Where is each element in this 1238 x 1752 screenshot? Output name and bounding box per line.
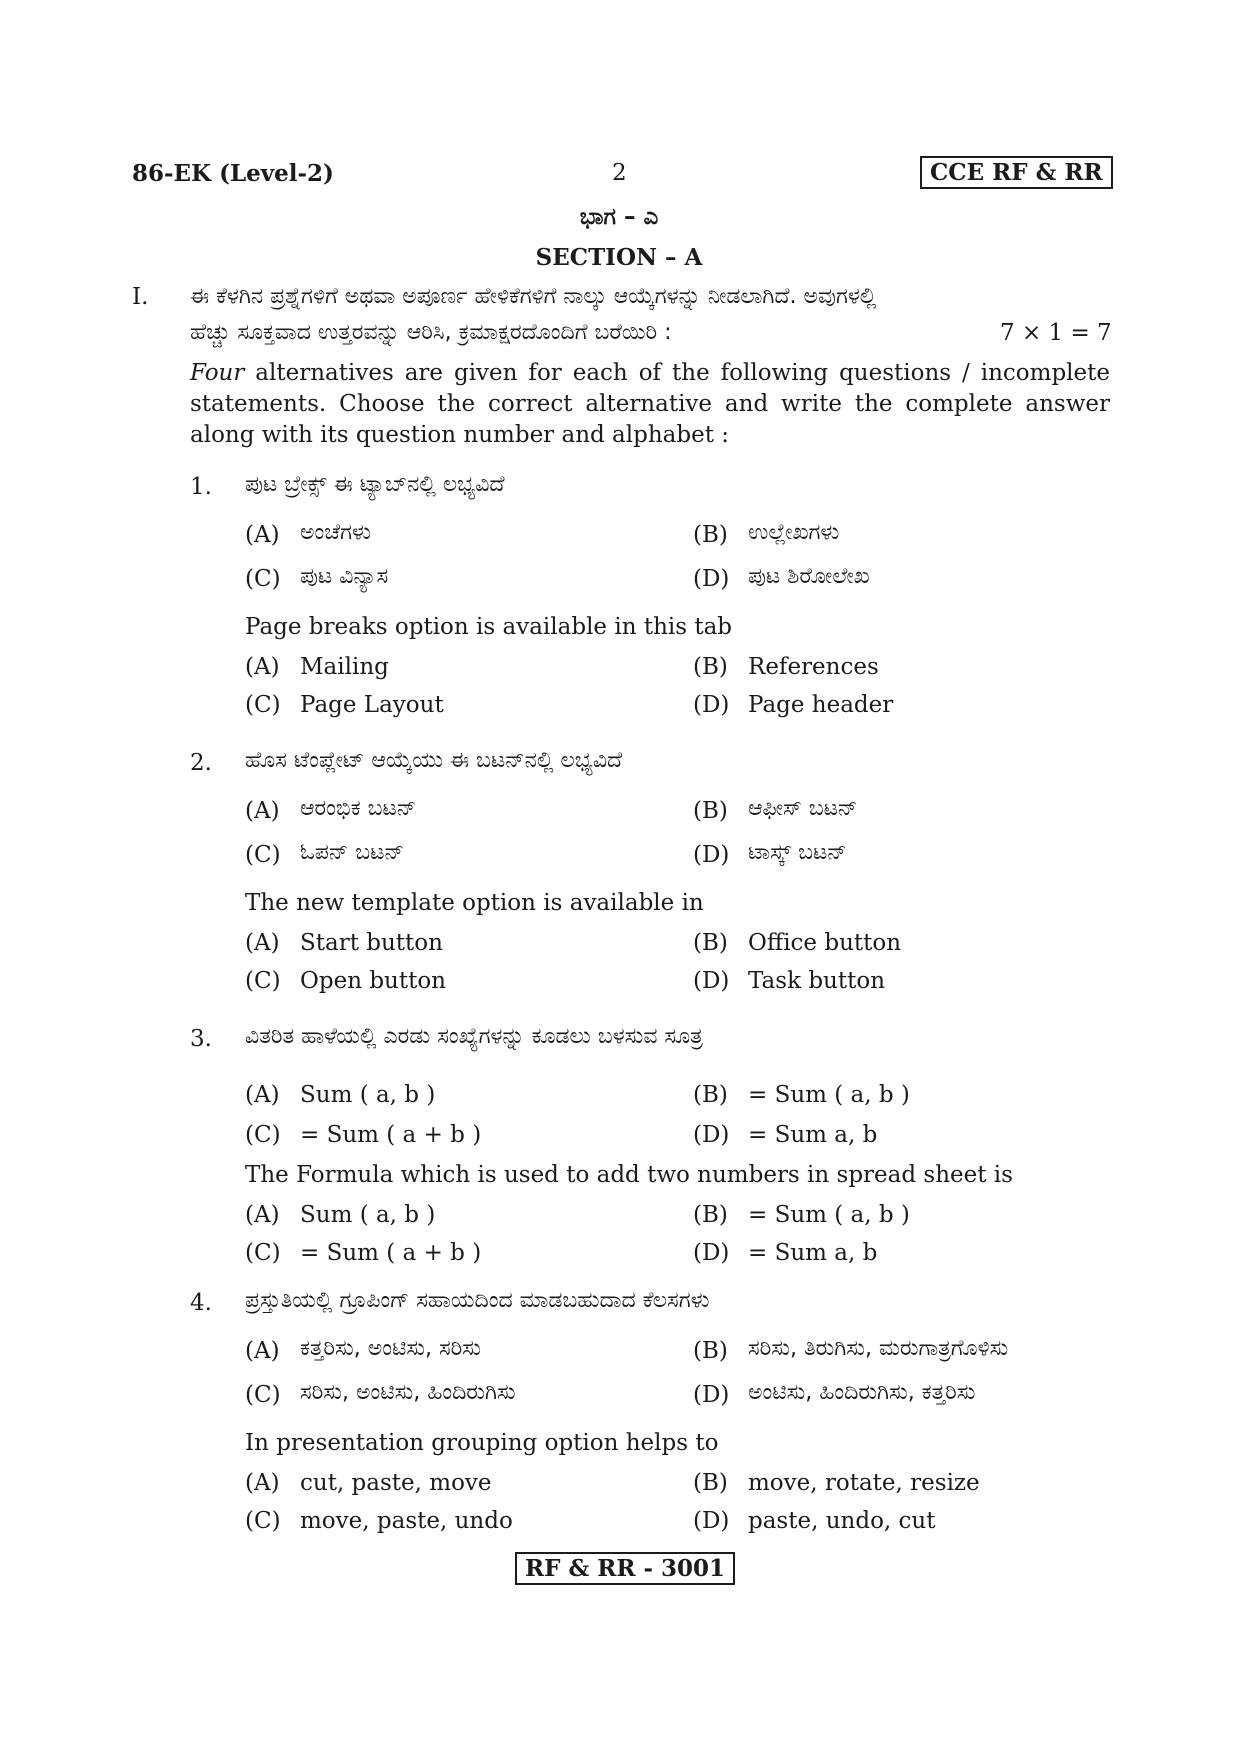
option-label: (B) bbox=[693, 522, 728, 548]
english-option-text: Mailing bbox=[300, 654, 389, 680]
english-option-text: Start button bbox=[300, 930, 443, 956]
option-label: (D) bbox=[693, 842, 730, 868]
instruction-english-text: alternatives are given for each of the following questions / incomplete statements. Choose the correct alternative and write the complete answer along with its question number and alphabet : bbox=[190, 360, 1110, 448]
exam-badge: CCE RF & RR bbox=[920, 156, 1113, 189]
english-option-text: Open button bbox=[300, 968, 446, 994]
option-label: (C) bbox=[245, 842, 281, 868]
english-option-text: move, rotate, resize bbox=[748, 1470, 980, 1496]
kannada-option-text: ಓಪನ್ ಬಟನ್ bbox=[300, 840, 404, 865]
footer-code: RF & RR - 3001 bbox=[515, 1552, 735, 1585]
instruction-english bbox=[190, 358, 1110, 451]
question-number: 1. bbox=[190, 474, 212, 500]
kannada-option-text: = Sum ( a, b ) bbox=[748, 1082, 910, 1108]
paper-code: 86-EK (Level-2) bbox=[132, 160, 334, 187]
option-label: (C) bbox=[245, 1508, 281, 1534]
english-option-text: move, paste, undo bbox=[300, 1508, 513, 1534]
kannada-option-text: ಅಂಟಿಸು, ಹಿಂದಿರುಗಿಸು, ಕತ್ತರಿಸು bbox=[748, 1380, 976, 1405]
option-label: (B) bbox=[693, 930, 728, 956]
option-label: (C) bbox=[245, 968, 281, 994]
option-label: (A) bbox=[245, 654, 280, 680]
question-number: 4. bbox=[190, 1290, 212, 1316]
option-label: (B) bbox=[693, 1202, 728, 1228]
option-label: (B) bbox=[693, 798, 728, 824]
option-label: (D) bbox=[693, 1122, 730, 1148]
english-option-text: = Sum ( a, b ) bbox=[748, 1202, 910, 1228]
option-label: (D) bbox=[693, 692, 730, 718]
question-text-english: The new template option is available in bbox=[245, 890, 704, 916]
question-text-kannada: ವಿತರಿತ ಹಾಳೆಯಲ್ಲಿ ಎರಡು ಸಂಖ್ಯೆಗಳನ್ನು ಕೂಡಲು ಬಳಸುವ ಸೂತ್ರ bbox=[245, 1024, 703, 1049]
english-option-text: Task button bbox=[748, 968, 886, 994]
page-number: 2 bbox=[612, 160, 627, 186]
option-label: (A) bbox=[245, 1202, 280, 1228]
option-label: (A) bbox=[245, 522, 280, 548]
option-label: (A) bbox=[245, 1470, 280, 1496]
question-text-kannada: ಹೊಸ ಟೆಂಪ್ಲೇಟ್ ಆಯ್ಕೆಯು ಈ ಬಟನ್‌ನಲ್ಲಿ ಲಭ್ಯವಿದೆ bbox=[245, 748, 623, 773]
kannada-option-text: ಟಾಸ್ಕ್ ಬಟನ್ bbox=[748, 840, 847, 865]
kannada-option-text: = Sum ( a + b ) bbox=[300, 1122, 482, 1148]
option-label: (D) bbox=[693, 1240, 730, 1266]
kannada-option-text: ಅಂಚೆಗಳು bbox=[300, 520, 371, 545]
kannada-option-text: Sum ( a, b ) bbox=[300, 1082, 436, 1108]
kannada-option-text: ಪುಟ ವಿನ್ಯಾಸ bbox=[300, 564, 389, 589]
question-text-english: In presentation grouping option helps to bbox=[245, 1430, 719, 1456]
english-option-text: paste, undo, cut bbox=[748, 1508, 936, 1534]
option-label: (B) bbox=[693, 654, 728, 680]
question-number: 3. bbox=[190, 1026, 212, 1052]
question-text-english: Page breaks option is available in this tab bbox=[245, 614, 733, 640]
option-label: (C) bbox=[245, 566, 281, 592]
option-label: (A) bbox=[245, 1082, 280, 1108]
kannada-option-text: ಸರಿಸು, ಅಂಟಿಸು, ಹಿಂದಿರುಗಿಸು bbox=[300, 1380, 516, 1405]
instruction-kannada-line2: ಹೆಚ್ಚು ಸೂಕ್ತವಾದ ಉತ್ತರವನ್ನು ಆರಿಸಿ, ಕ್ರಮಾಕ್ಷರದೊಂದಿಗೆ ಬರೆಯಿರಿ : bbox=[190, 320, 672, 345]
english-option-text: Sum ( a, b ) bbox=[300, 1202, 436, 1228]
option-label: (D) bbox=[693, 566, 730, 592]
english-option-text: Page Layout bbox=[300, 692, 444, 718]
option-label: (A) bbox=[245, 1338, 280, 1364]
english-option-text: Page header bbox=[748, 692, 894, 718]
kannada-option-text: ಸರಿಸು, ತಿರುಗಿಸು, ಮರುಗಾತ್ರಗೊಳಿಸು bbox=[748, 1336, 1009, 1361]
option-label: (B) bbox=[693, 1470, 728, 1496]
question-text-kannada: ಪ್ರಸ್ತುತಿಯಲ್ಲಿ ಗ್ರೂಪಿಂಗ್ ಸಹಾಯದಿಂದ ಮಾಡಬಹುದಾದ ಕೆಲಸಗಳು bbox=[245, 1288, 710, 1313]
option-label: (D) bbox=[693, 1508, 730, 1534]
kannada-option-text: ಕತ್ತರಿಸು, ಅಂಟಿಸು, ಸರಿಸು bbox=[300, 1336, 481, 1361]
instruction-kannada-line1: ಈ ಕೆಳಗಿನ ಪ್ರಶ್ನೆಗಳಿಗೆ ಅಥವಾ ಅಪೂರ್ಣ ಹೇಳಿಕೆಗಳಿಗೆ ನಾಲ್ಕು ಆಯ್ಕೆಗಳನ್ನು ನೀಡಲಾಗಿದೆ. ಅವುಗಳಲ್ಲಿ bbox=[190, 284, 877, 309]
kannada-option-text: ಉಲ್ಲೇಖಗಳು bbox=[748, 520, 840, 545]
english-option-text: cut, paste, move bbox=[300, 1470, 492, 1496]
kannada-option-text: ಆಫೀಸ್ ಬಟನ್ bbox=[748, 796, 858, 821]
option-label: (C) bbox=[245, 1122, 281, 1148]
section-title-english: SECTION – A bbox=[535, 244, 703, 271]
kannada-option-text: ಆರಂಭಿಕ ಬಟನ್ bbox=[300, 796, 417, 821]
option-label: (B) bbox=[693, 1082, 728, 1108]
kannada-option-text: ಪುಟ ಶಿರೋಲೇಖ bbox=[748, 564, 870, 589]
question-text-kannada: ಪುಟ ಬ್ರೇಕ್ಸ್ ಈ ಟ್ಯಾಬ್‌ನಲ್ಲಿ ಲಭ್ಯವಿದೆ bbox=[245, 472, 505, 497]
option-label: (D) bbox=[693, 1382, 730, 1408]
english-option-text: = Sum ( a + b ) bbox=[300, 1240, 482, 1266]
option-label: (C) bbox=[245, 692, 281, 718]
marks-allocation: 7 × 1 = 7 bbox=[1000, 320, 1112, 346]
instruction-roman-numeral: I. bbox=[132, 284, 149, 310]
question-number: 2. bbox=[190, 750, 212, 776]
option-label: (A) bbox=[245, 798, 280, 824]
option-label: (D) bbox=[693, 968, 730, 994]
english-option-text: = Sum a, b bbox=[748, 1240, 878, 1266]
option-label: (B) bbox=[693, 1338, 728, 1364]
english-option-text: References bbox=[748, 654, 879, 680]
instruction-english-italic: Four bbox=[190, 360, 245, 386]
kannada-option-text: = Sum a, b bbox=[748, 1122, 878, 1148]
question-text-english: The Formula which is used to add two numbers in spread sheet is bbox=[245, 1162, 1013, 1188]
option-label: (C) bbox=[245, 1240, 281, 1266]
option-label: (C) bbox=[245, 1382, 281, 1408]
option-label: (A) bbox=[245, 930, 280, 956]
section-title-kannada: ಭಾಗ – ಎ bbox=[579, 204, 659, 230]
english-option-text: Office button bbox=[748, 930, 902, 956]
